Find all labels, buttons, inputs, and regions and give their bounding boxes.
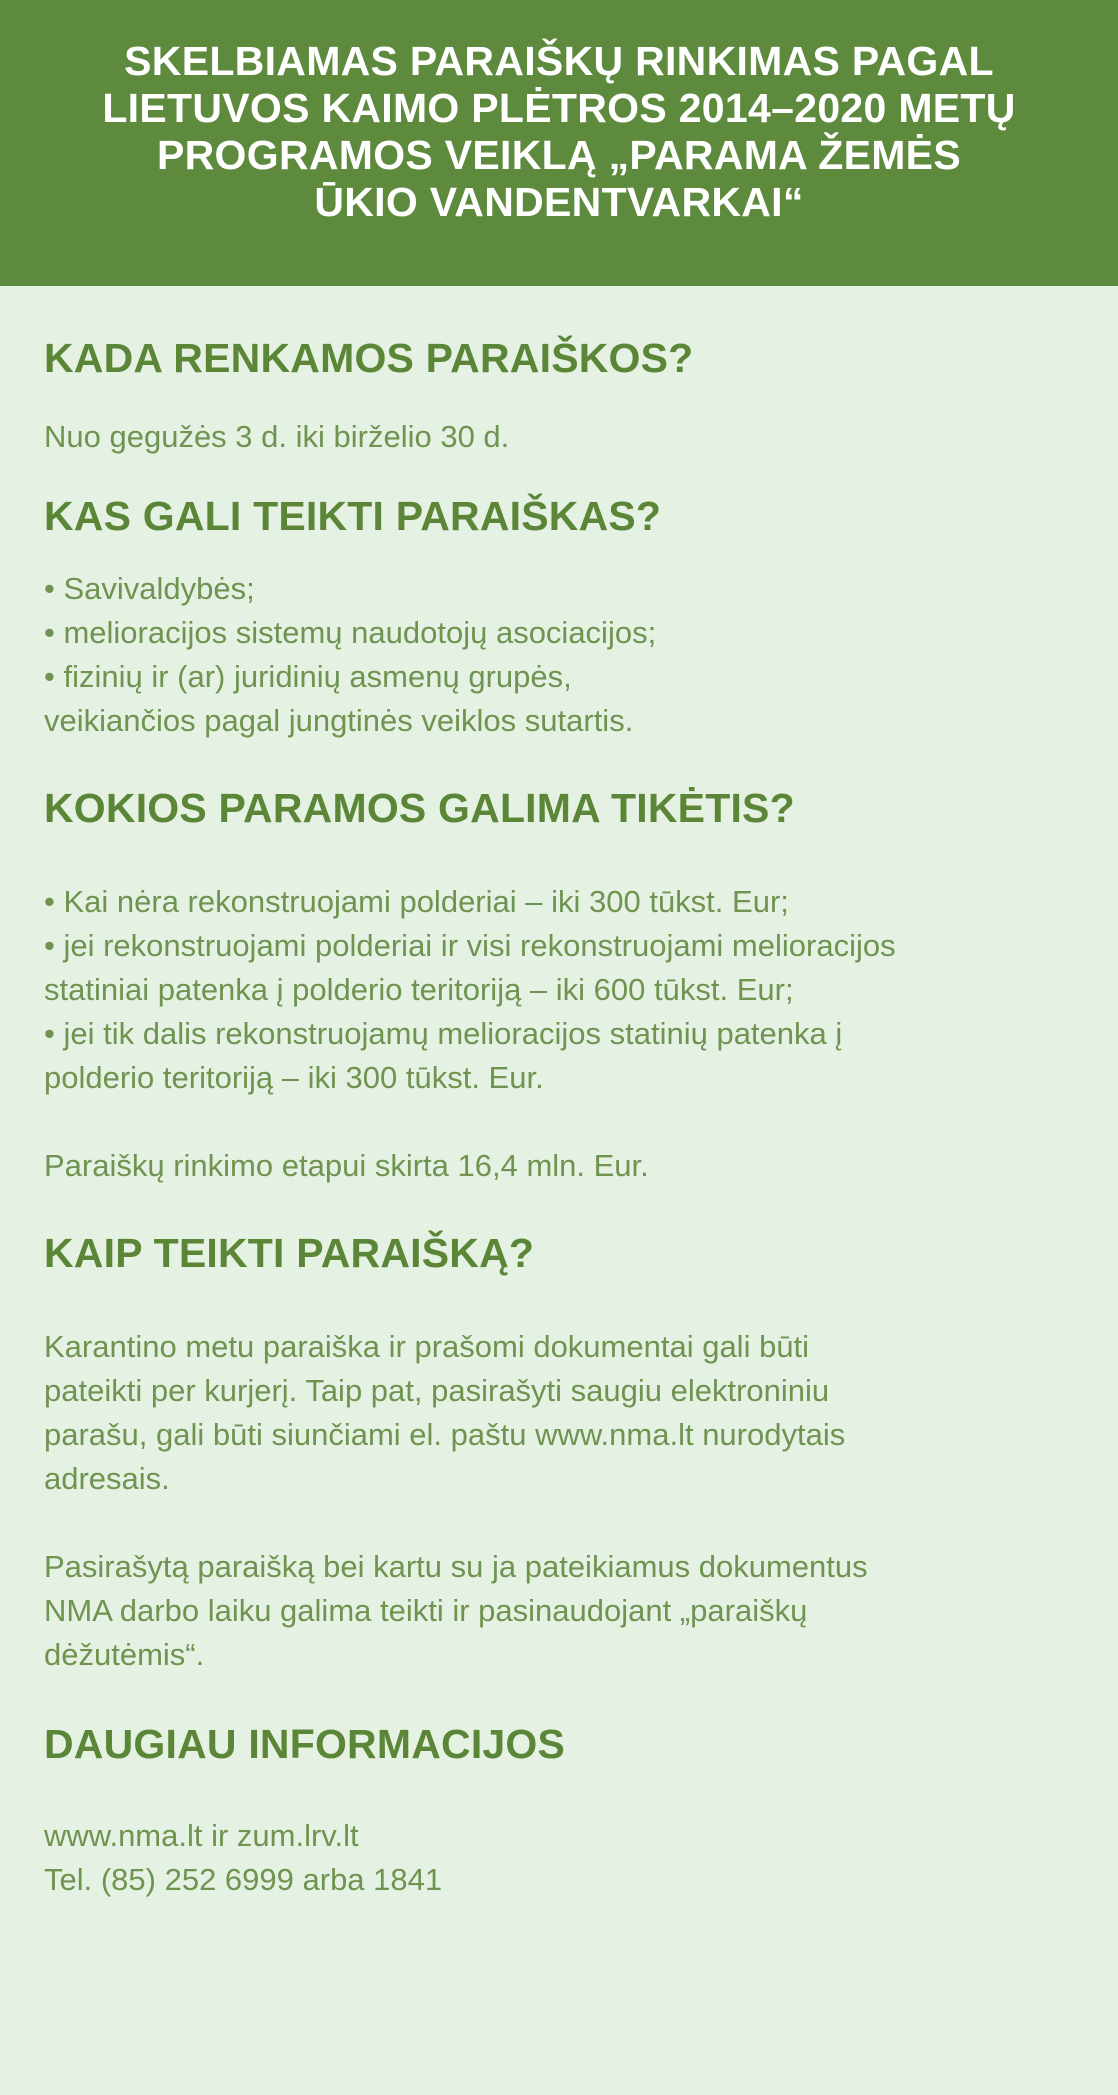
funding-note	[44, 1144, 1074, 1188]
section-body-support	[44, 880, 1074, 1100]
list-item: • fizinių ir (ar) juridinių asmenų grupės,	[44, 659, 572, 694]
section-body-when	[44, 415, 1074, 459]
content-area	[0, 286, 1118, 1902]
list-item: veikiančios pagal jungtinės veiklos sutartis.	[44, 703, 634, 738]
section-heading-how: KAIP TEIKTI PARAIŠKĄ?	[44, 1230, 535, 1276]
title-banner	[0, 0, 1118, 286]
section-body-who	[44, 567, 1074, 743]
section-body-how-para1	[44, 1325, 1074, 1501]
section-heading-who: KAS GALI TEIKTI PARAIŠKAS?	[44, 493, 662, 539]
list-item: polderio teritoriją – iki 300 tūkst. Eur.	[44, 1060, 544, 1095]
list-item: • melioracijos sistemų naudotojų asociacijos;	[44, 615, 657, 650]
contact-websites: www.nma.lt ir zum.lrv.lt	[44, 1818, 359, 1853]
body-line: pateikti per kurjerį. Taip pat, pasirašyti saugiu elektroniniu	[44, 1373, 830, 1408]
body-line: NMA darbo laiku galima teikti ir pasinaudojant „paraiškų	[44, 1593, 808, 1628]
list-item: • jei tik dalis rekonstruojamų melioracijos statinių patenka į	[44, 1016, 843, 1051]
banner-title-line: LIETUVOS KAIMO PLĖTROS 2014–2020 METŲ	[102, 85, 1016, 131]
list-item: • Savivaldybės;	[44, 571, 255, 606]
section-body-how-para2	[44, 1545, 1074, 1677]
section-body-contacts	[44, 1814, 1074, 1902]
list-item: • jei rekonstruojami polderiai ir visi rekonstruojami melioracijos	[44, 928, 896, 963]
banner-title-line: SKELBIAMAS PARAIŠKŲ RINKIMAS PAGAL	[124, 38, 994, 84]
banner-title-line: ŪKIO VANDENTVARKAI“	[314, 179, 804, 225]
body-line: Pasirašytą paraišką bei kartu su ja pateikiamus dokumentus	[44, 1549, 868, 1584]
section-heading-when: KADA RENKAMOS PARAIŠKOS?	[44, 335, 694, 381]
body-line: Paraiškų rinkimo etapui skirta 16,4 mln. Eur.	[44, 1148, 649, 1183]
contact-phone: Tel. (85) 252 6999 arba 1841	[44, 1862, 443, 1897]
body-line: Nuo gegužės 3 d. iki birželio 30 d.	[44, 419, 510, 454]
body-line: dėžutėmis“.	[44, 1637, 205, 1672]
body-line: adresais.	[44, 1461, 170, 1496]
body-line: parašu, gali būti siunčiami el. paštu www.nma.lt nurodytais	[44, 1417, 846, 1452]
list-item: • Kai nėra rekonstruojami polderiai – iki 300 tūkst. Eur;	[44, 884, 789, 919]
banner-title-line: PROGRAMOS VEIKLĄ „PARAMA ŽEMĖS	[157, 132, 961, 178]
body-line: Karantino metu paraiška ir prašomi dokumentai gali būti	[44, 1329, 810, 1364]
list-item: statiniai patenka į polderio teritoriją – iki 600 tūkst. Eur;	[44, 972, 794, 1007]
section-heading-support: KOKIOS PARAMOS GALIMA TIKĖTIS?	[44, 785, 795, 831]
section-heading-more-info: DAUGIAU INFORMACIJOS	[44, 1721, 566, 1767]
